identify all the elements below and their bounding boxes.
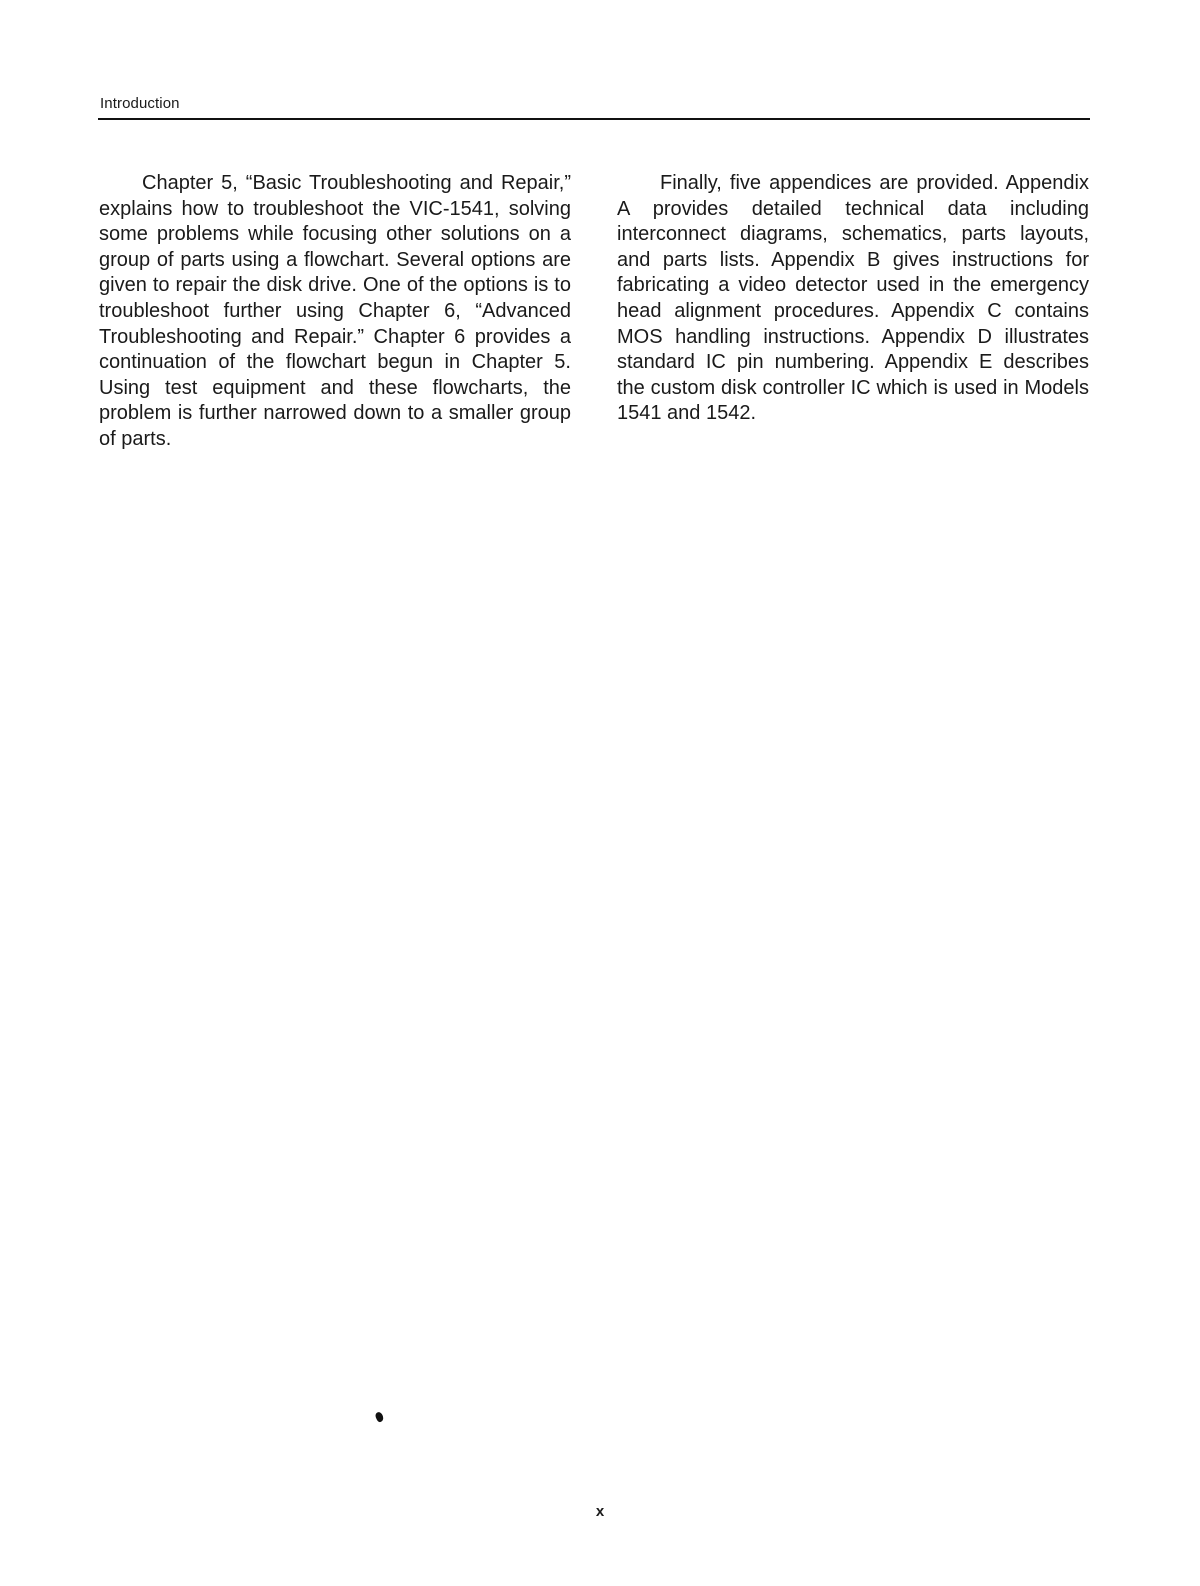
appendices-paragraph: Finally, five appendices are provided. Appendix A provides detailed technical data including interconnect diagrams, schematics, parts layouts, and parts lists. Appendix B gives instructions for fabricating a video detector used in the emergency head alignment procedures. Appendix C contains MOS handling instructions. Appendix D illustrates standard IC pin numbering. Appendix E describes the custom disk controller IC which is used in Models 1541 and 1542.	[617, 172, 1089, 425]
scan-speck	[374, 1411, 385, 1423]
running-head: Introduction	[100, 95, 180, 112]
header-rule	[98, 118, 1090, 120]
right-column	[617, 171, 1089, 427]
left-column	[99, 171, 571, 453]
chapter-5-6-paragraph: Chapter 5, “Basic Troubleshooting and Repair,” explains how to troubleshoot the VIC-1541, solving some problems while focusing other solutions on a group of parts using a flowchart. Several options are given to repair the disk drive. One of the options is to troubleshoot further using Chapter 6, “Advanced Troubleshooting and Repair.” Chapter 6 provides a continuation of the flowchart begun in Chapter 5. Using test equipment and these flowcharts, the problem is further narrowed down to a smaller group of parts.	[99, 172, 571, 450]
page-number: x	[595, 1503, 605, 1520]
